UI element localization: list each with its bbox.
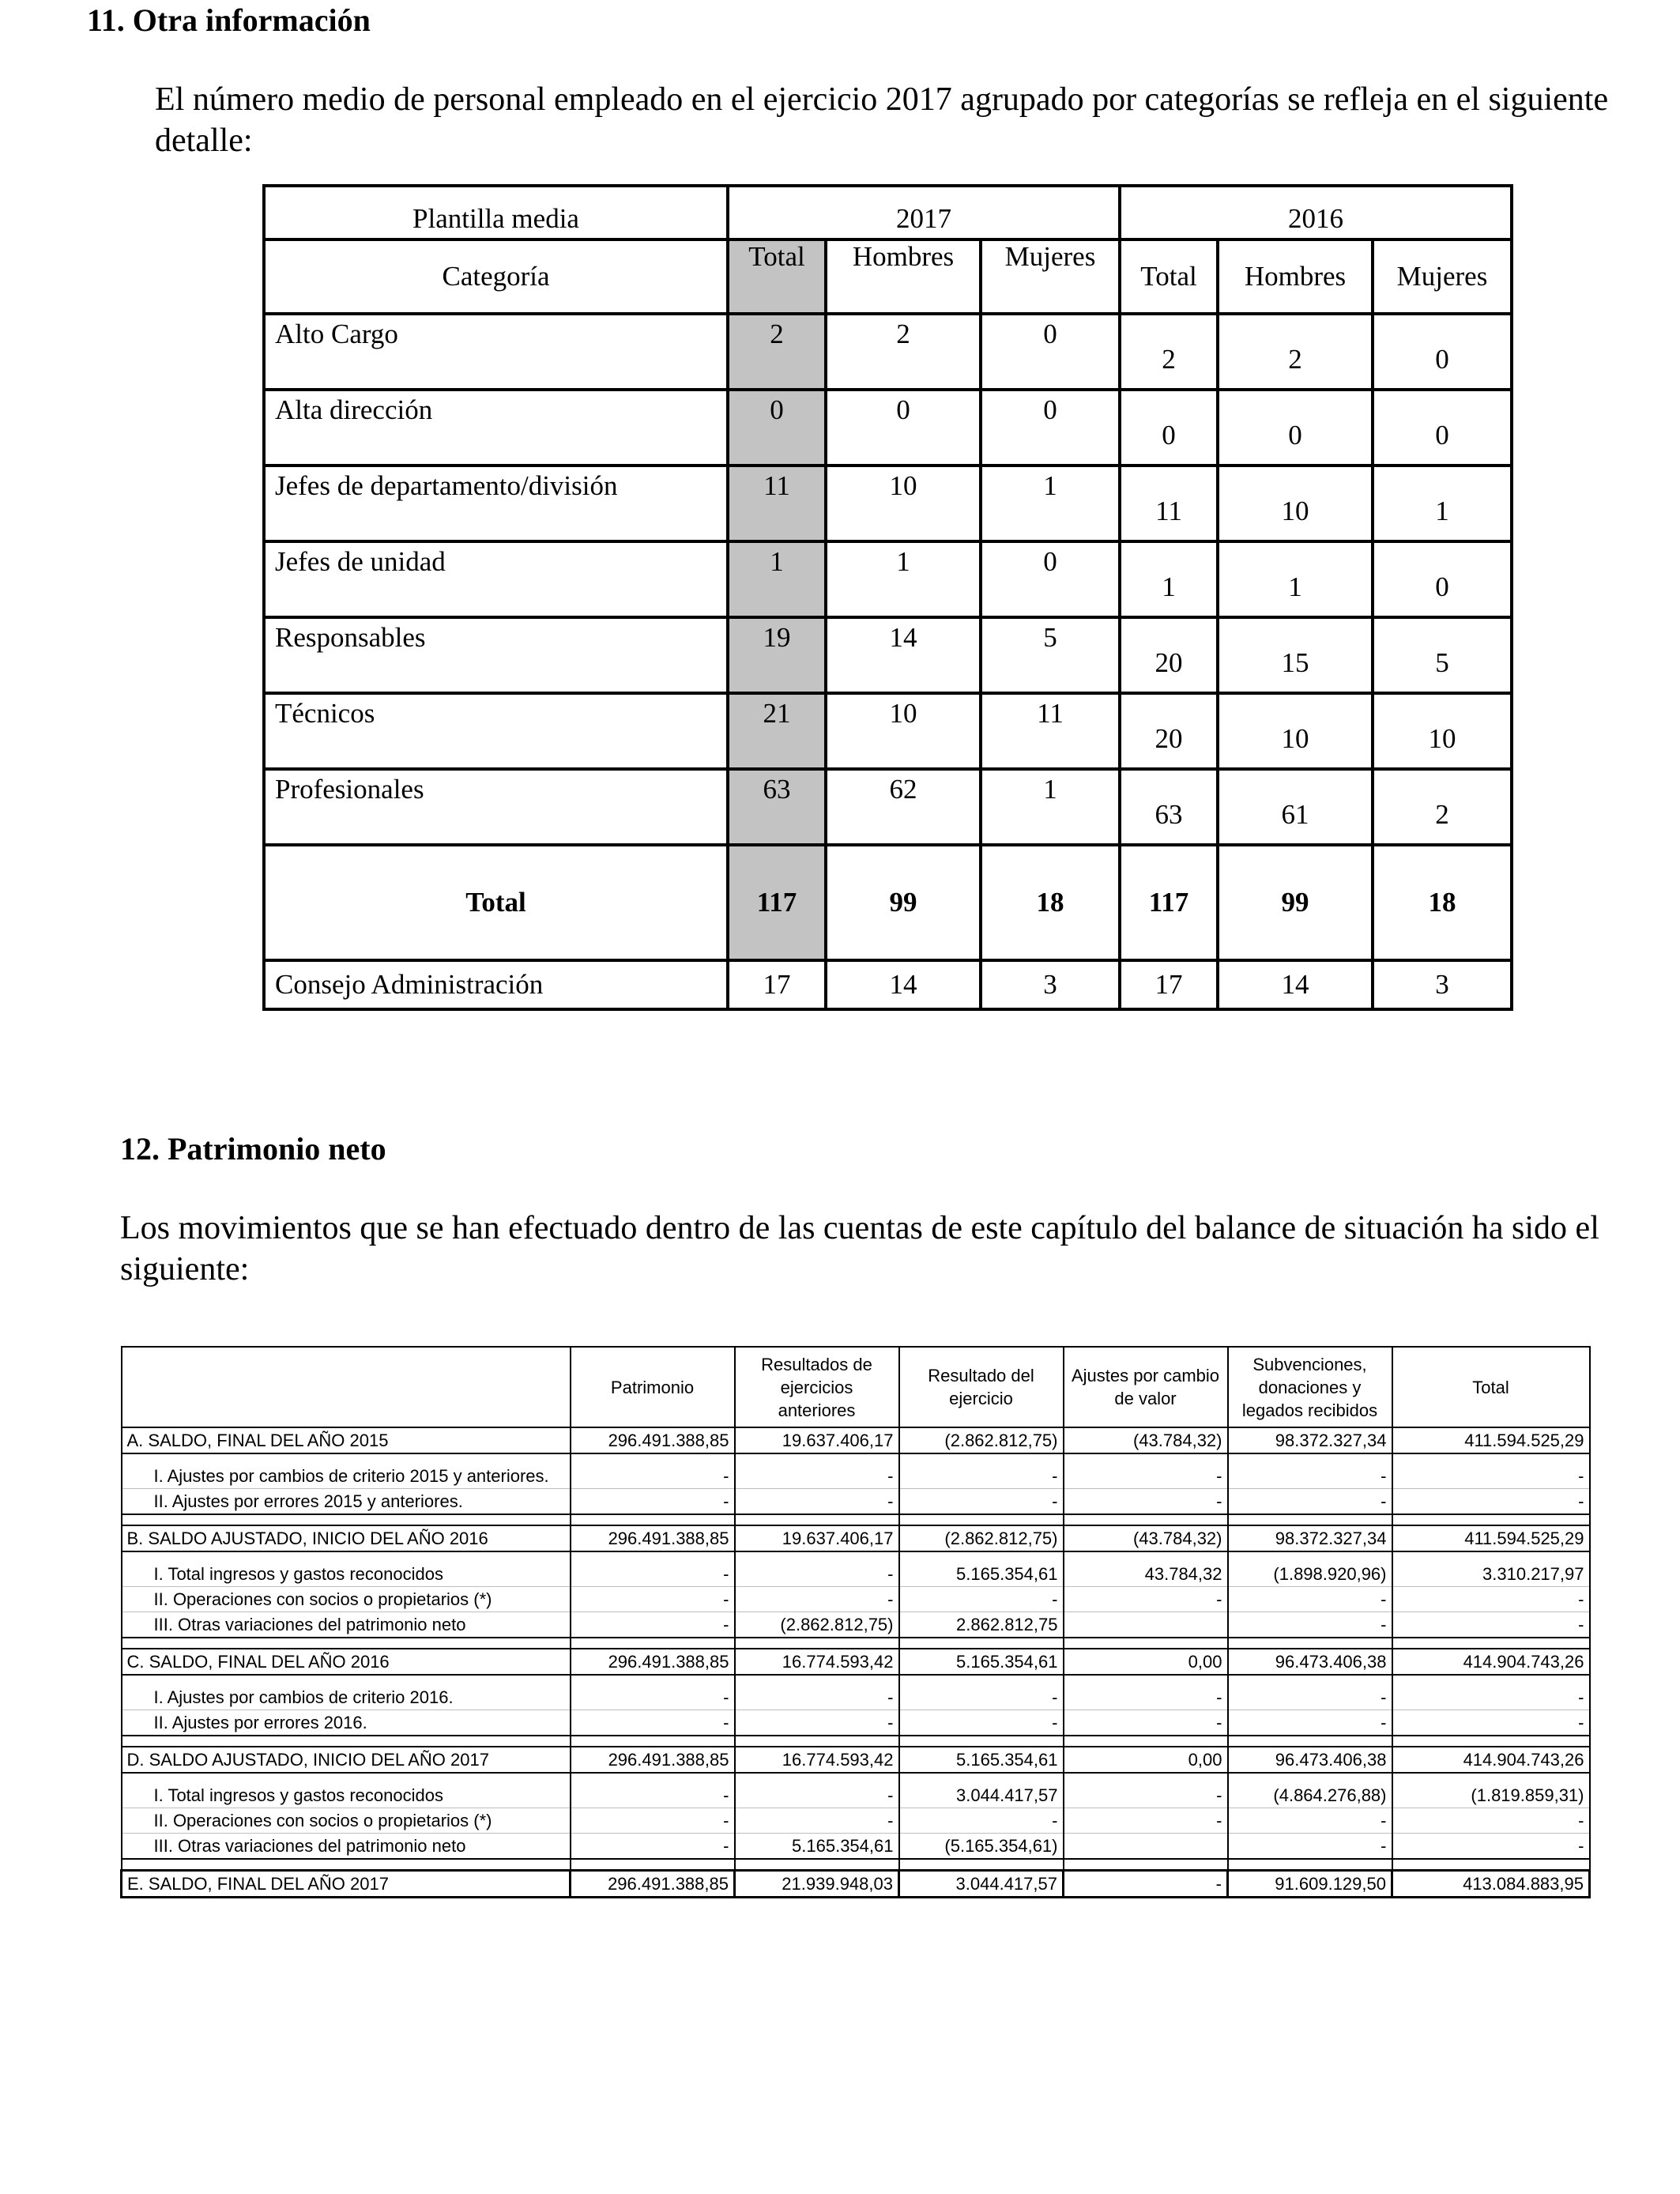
equity-value: 411.594.525,29 [1392, 1427, 1590, 1453]
staff-2017-value: 1 [981, 466, 1120, 541]
spacer-cell [735, 1514, 899, 1525]
equity-value: 414.904.743,26 [1392, 1649, 1590, 1675]
staff-2017-value: 10 [826, 466, 981, 541]
equity-value: - [571, 1710, 735, 1736]
spacer-cell [1392, 1551, 1590, 1562]
spacer-cell [122, 1514, 571, 1525]
equity-value: 16.774.593,42 [735, 1747, 899, 1773]
equity-value [1064, 1612, 1228, 1638]
equity-value: - [1228, 1612, 1392, 1638]
total-2017-total: 117 [728, 845, 826, 960]
staff-table [262, 184, 1513, 1011]
equity-value: (43.784,32) [1064, 1427, 1228, 1453]
equity-value: - [735, 1783, 899, 1808]
spacer-cell [1064, 1453, 1228, 1464]
spacer-cell [1228, 1859, 1392, 1871]
equity-value: 98.372.327,34 [1228, 1525, 1392, 1551]
equity-value: 296.491.388,85 [571, 1427, 735, 1453]
equity-value: - [571, 1783, 735, 1808]
staff-row [264, 769, 1512, 845]
equity-row-label: B. SALDO AJUSTADO, INICIO DEL AÑO 2016 [122, 1525, 571, 1551]
spacer-cell [1392, 1453, 1590, 1464]
equity-value: - [735, 1489, 899, 1515]
spacer-cell [122, 1551, 571, 1562]
equity-value: - [571, 1685, 735, 1710]
equity-value: - [899, 1685, 1064, 1710]
equity-spacer [122, 1675, 1590, 1685]
equity-value: - [1228, 1464, 1392, 1489]
staff-2016-value: 0 [1373, 314, 1512, 390]
spacer-cell [1392, 1859, 1590, 1871]
spacer-cell [735, 1453, 899, 1464]
equity-value: - [1064, 1808, 1228, 1834]
equity-value: 414.904.743,26 [1392, 1747, 1590, 1773]
equity-value: - [735, 1808, 899, 1834]
staff-2016-value: 0 [1218, 390, 1373, 466]
spacer-cell [1228, 1514, 1392, 1525]
equity-value: - [1228, 1710, 1392, 1736]
equity-value: - [899, 1489, 1064, 1515]
equity-spacer [122, 1773, 1590, 1783]
total-label: Total [264, 845, 728, 960]
equity-value: (2.862.812,75) [899, 1525, 1064, 1551]
total-2016-total: 117 [1120, 845, 1218, 960]
spacer-cell [1228, 1736, 1392, 1747]
staff-2016-value: 2 [1120, 314, 1218, 390]
equity-sub-row [122, 1587, 1590, 1612]
equity-value: - [1064, 1464, 1228, 1489]
equity-value: - [1064, 1489, 1228, 1515]
equity-value: - [899, 1464, 1064, 1489]
equity-row-label: D. SALDO AJUSTADO, INICIO DEL AÑO 2017 [122, 1747, 571, 1773]
equity-value: - [735, 1685, 899, 1710]
staff-2017-value: 14 [826, 617, 981, 693]
board-2017-women: 3 [981, 960, 1120, 1009]
spacer-cell [1228, 1551, 1392, 1562]
equity-value: 98.372.327,34 [1228, 1427, 1392, 1453]
equity-spacer [122, 1514, 1590, 1525]
section-11-title: 11. Otra información [87, 2, 371, 38]
equity-balance-row [122, 1427, 1590, 1453]
staff-2016-value: 10 [1373, 693, 1512, 769]
equity-sub-row [122, 1783, 1590, 1808]
equity-value: - [1392, 1685, 1590, 1710]
equity-value: 296.491.388,85 [571, 1649, 735, 1675]
spacer-cell [122, 1675, 571, 1685]
equity-header-subvenciones: Subvenciones, donaciones y legados recibidos [1228, 1347, 1392, 1427]
header-category: Categoría [264, 239, 728, 314]
spacer-cell [571, 1736, 735, 1747]
equity-value: - [571, 1489, 735, 1515]
spacer-cell [899, 1736, 1064, 1747]
board-2016-total: 17 [1120, 960, 1218, 1009]
equity-row-label: I. Total ingresos y gastos reconocidos [122, 1562, 571, 1587]
equity-sub-row [122, 1685, 1590, 1710]
equity-row-label: III. Otras variaciones del patrimonio neto [122, 1834, 571, 1860]
equity-value: - [571, 1562, 735, 1587]
spacer-cell [735, 1675, 899, 1685]
equity-value: - [1064, 1587, 1228, 1612]
equity-row-label: III. Otras variaciones del patrimonio neto [122, 1612, 571, 1638]
staff-2016-value: 1 [1218, 541, 1373, 617]
equity-spacer [122, 1859, 1590, 1871]
equity-header-total: Total [1392, 1347, 1590, 1427]
equity-value: 0,00 [1064, 1747, 1228, 1773]
header-year-2017: 2017 [728, 186, 1120, 239]
staff-2016-value: 2 [1373, 769, 1512, 845]
staff-2016-value: 2 [1218, 314, 1373, 390]
equity-balance-row [122, 1649, 1590, 1675]
spacer-cell [735, 1551, 899, 1562]
equity-spacer [122, 1736, 1590, 1747]
spacer-cell [899, 1773, 1064, 1783]
equity-value: - [735, 1710, 899, 1736]
equity-row-label: I. Ajustes por cambios de criterio 2015 y anteriores. [122, 1464, 571, 1489]
equity-value: (4.864.276,88) [1228, 1783, 1392, 1808]
equity-value: (5.165.354,61) [899, 1834, 1064, 1860]
spacer-cell [1392, 1638, 1590, 1649]
equity-sub-row [122, 1489, 1590, 1515]
section-12-paragraph: Los movimientos que se han efectuado dentro de las cuentas de este capítulo del balance de situación ha sido el siguiente: [120, 1210, 1599, 1287]
equity-value: 91.609.129,50 [1228, 1871, 1392, 1898]
equity-value: - [735, 1562, 899, 1587]
staff-2016-value: 63 [1120, 769, 1218, 845]
spacer-cell [571, 1551, 735, 1562]
staff-2017-value: 63 [728, 769, 826, 845]
equity-value: - [899, 1587, 1064, 1612]
board-2016-men: 14 [1218, 960, 1373, 1009]
equity-row-label: II. Ajustes por errores 2016. [122, 1710, 571, 1736]
equity-value: 96.473.406,38 [1228, 1747, 1392, 1773]
equity-value: - [571, 1808, 735, 1834]
spacer-cell [571, 1773, 735, 1783]
equity-header-resultado-ejercicio: Resultado del ejercicio [899, 1347, 1064, 1427]
spacer-cell [1064, 1514, 1228, 1525]
staff-category: Jefes de departamento/división [264, 466, 728, 541]
spacer-cell [899, 1551, 1064, 1562]
equity-value: 19.637.406,17 [735, 1427, 899, 1453]
equity-value: (1.898.920,96) [1228, 1562, 1392, 1587]
equity-value: - [1392, 1464, 1590, 1489]
spacer-cell [1228, 1773, 1392, 1783]
equity-value: (2.862.812,75) [899, 1427, 1064, 1453]
spacer-cell [1228, 1638, 1392, 1649]
spacer-cell [735, 1859, 899, 1871]
equity-header-resultados-anteriores: Resultados de ejercicios anteriores [735, 1347, 899, 1427]
section-12-title: 12. Patrimonio neto [120, 1131, 386, 1167]
equity-value: - [571, 1612, 735, 1638]
equity-value: - [735, 1587, 899, 1612]
equity-balance-row [122, 1871, 1590, 1898]
staff-2017-value: 10 [826, 693, 981, 769]
staff-2016-value: 0 [1120, 390, 1218, 466]
staff-2016-value: 20 [1120, 693, 1218, 769]
spacer-cell [1064, 1551, 1228, 1562]
spacer-cell [899, 1514, 1064, 1525]
spacer-cell [1064, 1773, 1228, 1783]
board-2016-women: 3 [1373, 960, 1512, 1009]
staff-2016-value: 0 [1373, 390, 1512, 466]
staff-row [264, 390, 1512, 466]
staff-row [264, 693, 1512, 769]
staff-2016-value: 0 [1373, 541, 1512, 617]
header-2017-total: Total [728, 239, 826, 314]
spacer-cell [571, 1514, 735, 1525]
spacer-cell [122, 1453, 571, 1464]
spacer-cell [1064, 1736, 1228, 1747]
spacer-cell [571, 1638, 735, 1649]
equity-row-label: C. SALDO, FINAL DEL AÑO 2016 [122, 1649, 571, 1675]
staff-category: Jefes de unidad [264, 541, 728, 617]
equity-row-label: II. Operaciones con socios o propietarios (*) [122, 1587, 571, 1612]
staff-2016-value: 1 [1120, 541, 1218, 617]
equity-value: (2.862.812,75) [735, 1612, 899, 1638]
equity-value: - [571, 1834, 735, 1860]
spacer-cell [735, 1638, 899, 1649]
equity-row-label: II. Operaciones con socios o propietarios (*) [122, 1808, 571, 1834]
equity-value: 96.473.406,38 [1228, 1649, 1392, 1675]
staff-2017-value: 1 [826, 541, 981, 617]
equity-spacer [122, 1453, 1590, 1464]
equity-value: - [571, 1587, 735, 1612]
spacer-cell [1064, 1638, 1228, 1649]
equity-sub-row [122, 1834, 1590, 1860]
equity-value: - [899, 1808, 1064, 1834]
equity-value: - [1064, 1710, 1228, 1736]
staff-2017-value: 1 [728, 541, 826, 617]
equity-value: - [1392, 1710, 1590, 1736]
equity-value: 296.491.388,85 [571, 1525, 735, 1551]
equity-row-label: A. SALDO, FINAL DEL AÑO 2015 [122, 1427, 571, 1453]
spacer-cell [1228, 1453, 1392, 1464]
staff-2017-value: 11 [728, 466, 826, 541]
header-2016-women: Mujeres [1373, 239, 1512, 314]
staff-category: Responsables [264, 617, 728, 693]
header-2017-women: Mujeres [981, 239, 1120, 314]
staff-category: Profesionales [264, 769, 728, 845]
staff-row [264, 466, 1512, 541]
spacer-cell [571, 1675, 735, 1685]
equity-row-label: E. SALDO, FINAL DEL AÑO 2017 [122, 1871, 571, 1898]
spacer-cell [571, 1453, 735, 1464]
staff-2017-value: 19 [728, 617, 826, 693]
equity-value: 411.594.525,29 [1392, 1525, 1590, 1551]
equity-value: (43.784,32) [1064, 1525, 1228, 1551]
header-2017-men: Hombres [826, 239, 981, 314]
spacer-cell [1064, 1675, 1228, 1685]
equity-sub-row [122, 1464, 1590, 1489]
equity-value: - [1064, 1783, 1228, 1808]
staff-2017-value: 1 [981, 769, 1120, 845]
spacer-cell [899, 1859, 1064, 1871]
board-2017-total: 17 [728, 960, 826, 1009]
staff-row [264, 617, 1512, 693]
spacer-cell [735, 1736, 899, 1747]
equity-value: 296.491.388,85 [571, 1871, 735, 1898]
staff-2017-value: 0 [728, 390, 826, 466]
spacer-cell [571, 1859, 735, 1871]
equity-value: 43.784,32 [1064, 1562, 1228, 1587]
equity-value: 5.165.354,61 [899, 1649, 1064, 1675]
staff-row [264, 314, 1512, 390]
equity-value: 296.491.388,85 [571, 1747, 735, 1773]
equity-header-patrimonio: Patrimonio [571, 1347, 735, 1427]
equity-value: - [1064, 1685, 1228, 1710]
spacer-cell [1392, 1514, 1590, 1525]
equity-value [1064, 1834, 1228, 1860]
spacer-cell [1228, 1675, 1392, 1685]
equity-sub-row [122, 1710, 1590, 1736]
board-2017-men: 14 [826, 960, 981, 1009]
staff-2017-value: 2 [826, 314, 981, 390]
spacer-cell [1392, 1736, 1590, 1747]
equity-value: - [1392, 1612, 1590, 1638]
equity-value: 21.939.948,03 [735, 1871, 899, 1898]
spacer-cell [899, 1675, 1064, 1685]
spacer-cell [1064, 1859, 1228, 1871]
header-plantilla-media: Plantilla media [264, 186, 728, 239]
equity-value: - [1064, 1871, 1228, 1898]
staff-2017-value: 5 [981, 617, 1120, 693]
equity-value: - [735, 1464, 899, 1489]
staff-2017-value: 2 [728, 314, 826, 390]
staff-category: Técnicos [264, 693, 728, 769]
staff-2017-value: 21 [728, 693, 826, 769]
equity-spacer [122, 1551, 1590, 1562]
spacer-cell [1392, 1773, 1590, 1783]
equity-value: 5.165.354,61 [899, 1562, 1064, 1587]
staff-2017-value: 0 [981, 314, 1120, 390]
equity-value: - [1228, 1587, 1392, 1612]
equity-value: - [1392, 1808, 1590, 1834]
spacer-cell [735, 1773, 899, 1783]
equity-balance-row [122, 1525, 1590, 1551]
equity-balance-row [122, 1747, 1590, 1773]
equity-spacer [122, 1638, 1590, 1649]
spacer-cell [899, 1638, 1064, 1649]
staff-2016-value: 11 [1120, 466, 1218, 541]
spacer-cell [122, 1736, 571, 1747]
staff-2017-value: 11 [981, 693, 1120, 769]
staff-category: Alta dirección [264, 390, 728, 466]
equity-value: - [1228, 1685, 1392, 1710]
equity-row-label: I. Ajustes por cambios de criterio 2016. [122, 1685, 571, 1710]
staff-2017-value: 0 [826, 390, 981, 466]
staff-category: Alto Cargo [264, 314, 728, 390]
header-year-2016: 2016 [1120, 186, 1512, 239]
section-11-paragraph: El número medio de personal empleado en el ejercicio 2017 agrupado por categorías se refleja en el siguiente detalle: [155, 81, 1609, 159]
equity-value: - [1228, 1834, 1392, 1860]
equity-value: - [899, 1710, 1064, 1736]
equity-value: 3.044.417,57 [899, 1783, 1064, 1808]
equity-value: 2.862.812,75 [899, 1612, 1064, 1638]
header-2016-men: Hombres [1218, 239, 1373, 314]
equity-sub-row [122, 1562, 1590, 1587]
equity-value: 5.165.354,61 [899, 1747, 1064, 1773]
equity-value: - [1392, 1587, 1590, 1612]
staff-2016-value: 20 [1120, 617, 1218, 693]
equity-value: 413.084.883,95 [1392, 1871, 1590, 1898]
spacer-cell [122, 1773, 571, 1783]
staff-2016-value: 15 [1218, 617, 1373, 693]
equity-value: - [1392, 1489, 1590, 1515]
equity-value: - [571, 1464, 735, 1489]
equity-value: 5.165.354,61 [735, 1834, 899, 1860]
staff-2016-value: 1 [1373, 466, 1512, 541]
spacer-cell [122, 1638, 571, 1649]
total-2017-women: 18 [981, 845, 1120, 960]
equity-table [120, 1346, 1591, 1898]
equity-value: - [1228, 1489, 1392, 1515]
staff-row [264, 541, 1512, 617]
equity-value: - [1392, 1834, 1590, 1860]
equity-row-label: II. Ajustes por errores 2015 y anteriores. [122, 1489, 571, 1515]
equity-value: 3.044.417,57 [899, 1871, 1064, 1898]
staff-2016-value: 10 [1218, 693, 1373, 769]
spacer-cell [1392, 1675, 1590, 1685]
header-2016-total: Total [1120, 239, 1218, 314]
spacer-cell [899, 1453, 1064, 1464]
staff-2017-value: 0 [981, 541, 1120, 617]
staff-2016-value: 5 [1373, 617, 1512, 693]
equity-sub-row [122, 1808, 1590, 1834]
equity-header-blank [122, 1347, 571, 1427]
board-label: Consejo Administración [264, 960, 728, 1009]
equity-value: 3.310.217,97 [1392, 1562, 1590, 1587]
staff-2016-value: 10 [1218, 466, 1373, 541]
equity-value: - [1228, 1808, 1392, 1834]
equity-value: 19.637.406,17 [735, 1525, 899, 1551]
spacer-cell [122, 1859, 571, 1871]
equity-header-ajustes: Ajustes por cambio de valor [1064, 1347, 1228, 1427]
total-2016-women: 18 [1373, 845, 1512, 960]
total-2016-men: 99 [1218, 845, 1373, 960]
staff-2017-value: 0 [981, 390, 1120, 466]
staff-2016-value: 61 [1218, 769, 1373, 845]
equity-sub-row [122, 1612, 1590, 1638]
equity-value: 0,00 [1064, 1649, 1228, 1675]
equity-row-label: I. Total ingresos y gastos reconocidos [122, 1783, 571, 1808]
staff-2017-value: 62 [826, 769, 981, 845]
equity-value: (1.819.859,31) [1392, 1783, 1590, 1808]
equity-value: 16.774.593,42 [735, 1649, 899, 1675]
total-2017-men: 99 [826, 845, 981, 960]
